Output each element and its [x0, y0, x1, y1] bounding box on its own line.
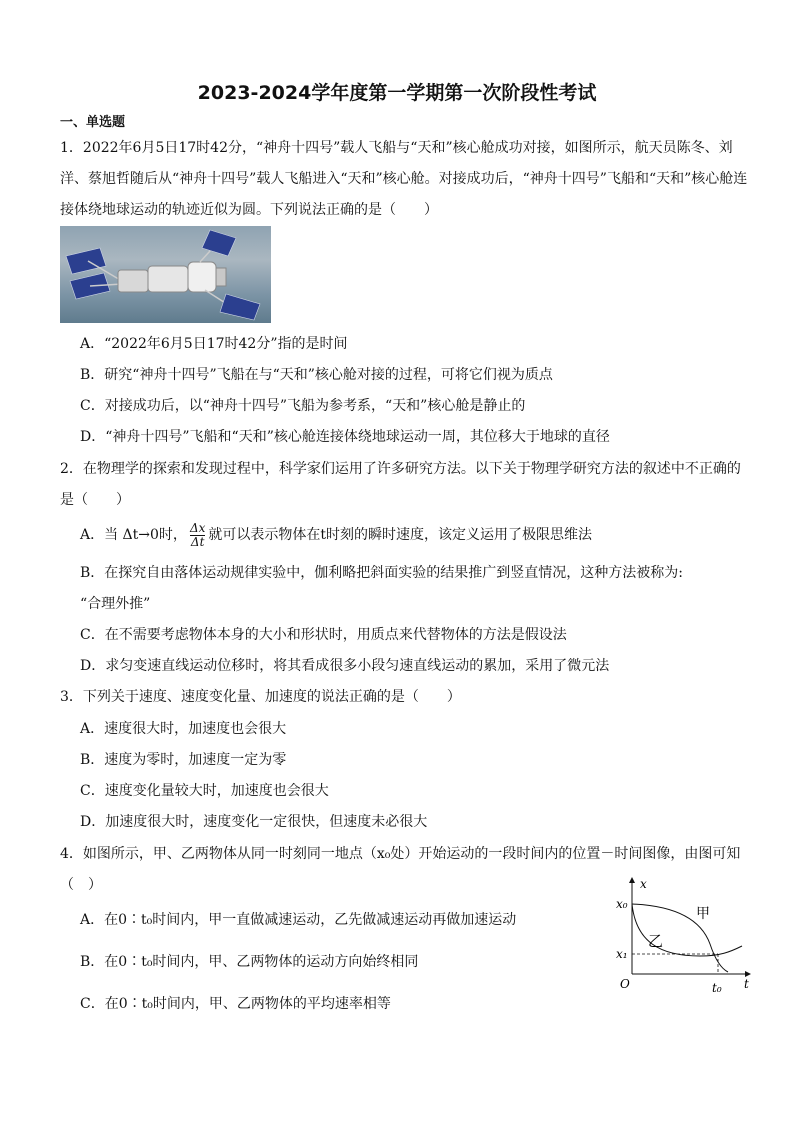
- q2-option-b-line1: B．在探究自由落体运动规律实验中，伽利略把斜面实验的结果推广到竖直情况，这种方法被称为:: [80, 565, 684, 581]
- q2-a-post: 就可以表示物体在t时刻的瞬时速度，该定义运用了极限思维法: [208, 527, 592, 543]
- t0-label: t₀: [712, 981, 722, 995]
- q2-line1: 2．在物理学的探索和发现过程中，科学家们运用了许多研究方法。以下关于物理学研究方法的叙述中不正确的: [60, 461, 741, 477]
- curve-jia: [632, 904, 728, 972]
- q2-a-pre: A．当 Δt→0时，: [80, 527, 187, 543]
- q4-line2: （ ）: [60, 877, 102, 893]
- q3-option-a: A．速度很大时，加速度也会很大: [80, 721, 287, 737]
- q1-option-a: A．“2022年6月5日17时42分”指的是时间: [80, 336, 348, 352]
- q3-option-c: C．速度变化量较大时，加速度也会很大: [80, 783, 329, 799]
- q2-line2: 是（ ）: [60, 492, 130, 508]
- t-axis-label: t: [744, 977, 749, 991]
- q1-line1: 1．2022年6月5日17时42分，“神舟十四号”载人飞船与“天和”核心舱成功对接，如图所示，航天员陈冬、刘: [60, 140, 733, 156]
- q2-option-a: [80, 521, 592, 549]
- q1-option-d: D．“神舟十四号”飞船和“天和”核心舱连接体绕地球运动一周，其位移大于地球的直径: [80, 429, 610, 445]
- curve-yi-label: 乙: [648, 932, 664, 950]
- delta-fraction: [190, 522, 205, 549]
- q1-line2: 洋、蔡旭哲随后从“神舟十四号”载人飞船进入“天和”核心舱。对接成功后，“神舟十四号”飞船和“天和”核心舱连: [60, 171, 748, 187]
- curve-jia-label: 甲: [696, 906, 710, 922]
- q1-option-b: B．研究“神舟十四号”飞船在与“天和”核心舱对接的过程，可将它们视为质点: [80, 367, 553, 383]
- q2-option-c: C．在不需要考虑物体本身的大小和形状时，用质点来代替物体的方法是假设法: [80, 627, 567, 643]
- section-heading: 一、单选题: [60, 115, 126, 130]
- x0-label: x₀: [616, 897, 628, 911]
- fraction-numerator: Δx: [189, 520, 206, 535]
- q3-line1: 3．下列关于速度、速度变化量、加速度的说法正确的是（ ）: [60, 689, 461, 705]
- q1-line3: 接体绕地球运动的轨迹近似为圆。下列说法正确的是（ ）: [60, 202, 438, 218]
- x-axis-label: x: [640, 877, 647, 891]
- q3-option-d: D．加速度很大时，速度变化一定很快，但速度未必很大: [80, 814, 428, 830]
- solar-panel-left: [66, 248, 110, 299]
- q2-option-b-line2: “合理外推”: [80, 596, 151, 612]
- spacecraft-photo: [60, 226, 271, 323]
- x1-label: x₁: [616, 947, 628, 961]
- origin-label: O: [620, 977, 630, 991]
- fraction-denominator: Δt: [190, 534, 205, 549]
- q4-line1: 4．如图所示，甲、乙两物体从同一时刻同一地点（x₀处）开始运动的一段时间内的位置－时间图像，由图可知: [60, 846, 741, 862]
- page-title: 2023-2024学年度第一学期第一次阶段性考试: [197, 82, 597, 104]
- q4-option-c: C．在0∶t₀时间内，甲、乙两物体的平均速率相等: [80, 996, 391, 1012]
- q2-option-d: D．求匀变速直线运动位移时，将其看成很多小段匀速直线运动的累加，采用了微元法: [80, 658, 610, 674]
- q4-option-b: B．在0∶t₀时间内，甲、乙两物体的运动方向始终相同: [80, 954, 419, 970]
- q3-option-b: B．速度为零时，加速度一定为零: [80, 752, 287, 768]
- q4-option-a: A．在0∶t₀时间内，甲一直做减速运动，乙先做减速运动再做加速运动: [80, 912, 517, 928]
- q1-option-c: C．对接成功后，以“神舟十四号”飞船为参考系，“天和”核心舱是静止的: [80, 398, 526, 414]
- position-time-graph: [610, 872, 760, 1002]
